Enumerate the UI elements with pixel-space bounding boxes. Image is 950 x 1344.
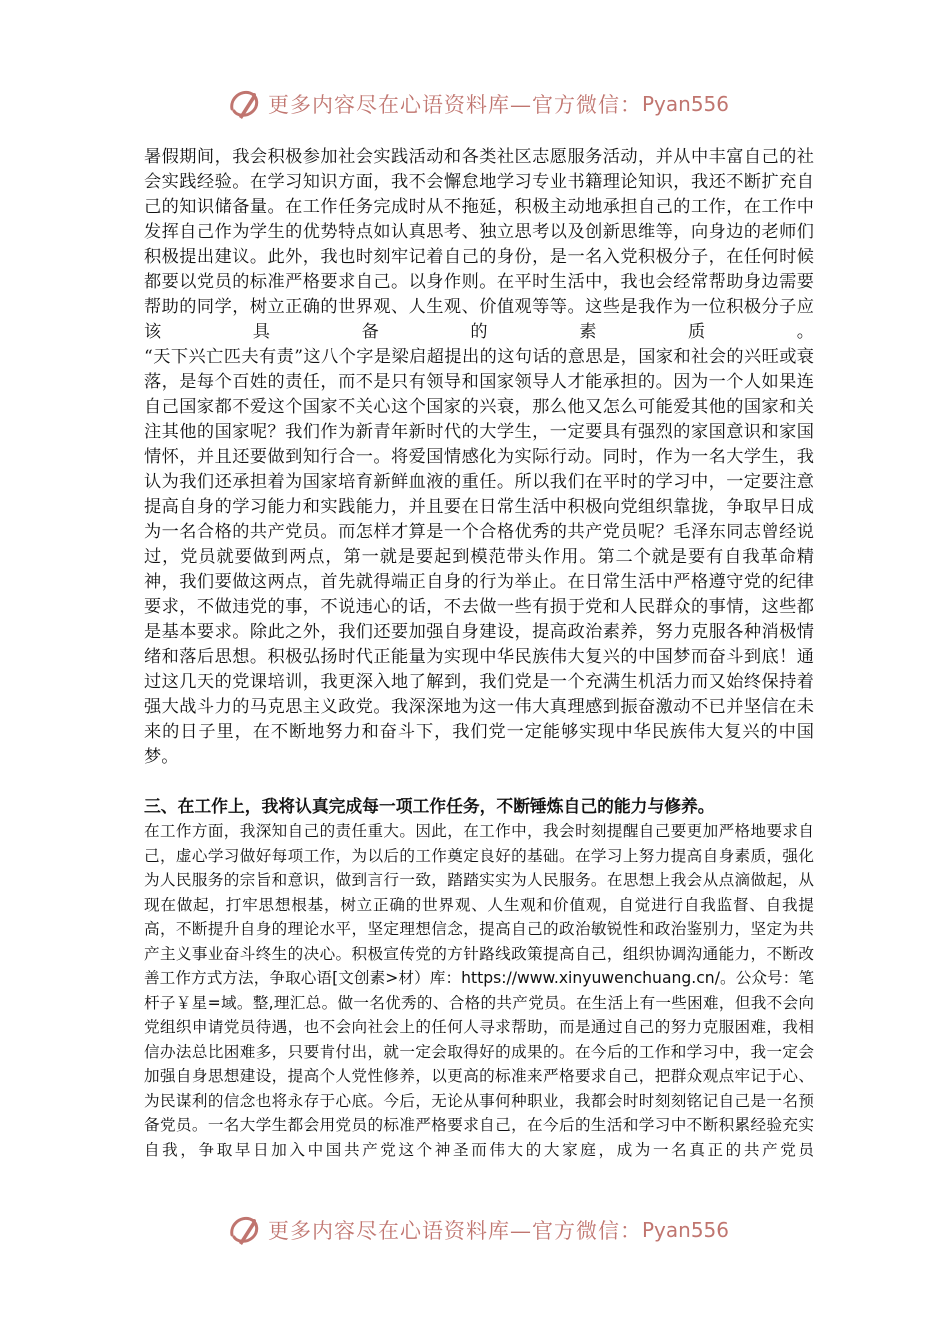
body-text-section2 (144, 145, 814, 770)
header-banner (228, 86, 748, 122)
banner-text: 更多内容尽在心语资料库—官方微信： (268, 1219, 642, 1243)
section-heading-work: 三、在工作上，我将认真完成每一项工作任务，不断锤炼自己的能力与修养。 (144, 796, 715, 816)
footer-banner (228, 1212, 748, 1248)
banner-wechat-id: Pyan556 (642, 1218, 730, 1242)
banner-text: 更多内容尽在心语资料库—官方微信： (268, 93, 642, 117)
paragraph-practice: 暑假期间，我会积极参加社会实践活动和各类社区志愿服务活动，并从中丰富自己的社会实践经验。在学习知识方面，我不会懈怠地学习专业书籍理论知识，我还不断扩充自己的知识储备量。在工作任务完成时从不拖延，积极主动地承担自己的工作，在工作中发挥自己作为学生的优势特点如认真思考、独立思考以及创新思维等，向身边的老师们积极提出建议。此外，我也时刻牢记着自己的身份，是一名入党积极分子，在任何时候都要以党员的标准严格要求自己。以身作则。在平时生活中，我也会经常帮助身边需要帮助的同学，树立正确的世界观、人生观、价值观等等。这些是我作为一位积极分子应该具备的素质。 (144, 147, 814, 342)
pen-swirl-logo-icon (228, 87, 262, 121)
banner-wechat-id: Pyan556 (642, 92, 730, 116)
paragraph-patriotism: “天下兴亡匹夫有责”这八个字是梁启超提出的这句话的意思是，国家和社会的兴旺或衰落，是每个百姓的责任，而不是只有领导和国家领导人才能承担的。因为一个人如果连自己国家都不爱这个国家不关心这个国家的兴衰，那么他又怎么可能爱其他的国家和关注其他的国家呢？我们作为新青年新时代的大学生，一定要具有强烈的家国意识和家国情怀，并且还要做到知行合一。将爱国情感化为实际行动。同时，作为一名大学生，我认为我们还承担着为国家培育新鲜血液的重任。所以我们在平时的学习中，一定要注意提高自身的学习能力和实践能力，并且要在日常生活中积极向党组织靠拢，争取早日成为一名合格的共产党员。而怎样才算是一个合格优秀的共产党员呢？毛泽东同志曾经说过，党员就要做到两点，第一就是要起到模范带头作用。第二个就是要有自我革命精神，我们要做这两点，首先就得端正自身的行为举止。在日常生活中严格遵守党的纪律要求，不做违党的事，不说违心的话，不去做一些有损于党和人民群众的事情，这些都是基本要求。除此之外，我们还要加强自身建设，提高政治素养，努力克服各种消极情绪和落后思想。积极弘扬时代正能量为实现中华民族伟大复兴的中国梦而奋斗到底！通过这几天的党课培训，我更深入地了解到，我们党是一个充满生机活力而又始终保持着强大战斗力的马克思主义政党。我深深地为这一伟大真理感到振奋激动不已并坚信在未来的日子里，在不断地努力和奋斗下，我们党一定能够实现中华民族伟大复兴的中国梦。 (144, 347, 814, 767)
paragraph-work: 在工作方面，我深知自己的责任重大。因此，在工作中，我会时刻提醒自己要更加严格地要求自己，虚心学习做好每项工作，为以后的工作奠定良好的基础。在学习上努力提高自身素质，强化为人民服务的宗旨和意识，做到言行一致，踏踏实实为人民服务。在思想上我会从点滴做起，从现在做起，打牢思想根基，树立正确的世界观、人生观和价值观，自觉进行自我监督、自我提高，不断提升自身的理论水平，坚定理想信念，提高自己的政治敏锐性和政治鉴别力，坚定为共产主义事业奋斗终生的决心。积极宣传党的方针路线政策提高自己，组织协调沟通能力，不断改善工作方式方法，争取心语[文创素>材）库：https://www.xinyuwenchuang.cn/。公众号：笔杆子￥星=域。整,理汇总。做一名优秀的、合格的共产党员。在生活上有一些困难，但我不会向党组织申请党员待遇，也不会向社会上的任何人寻求帮助，而是通过自己的努力克服困难，我相信办法总比困难多，只要肯付出，就一定会取得好的成果的。在今后的工作和学习中，我一定会加强自身思想建设，提高个人党性修养，以更高的标准来严格要求自己，把群众观点牢记于心、为民谋利的信念也将永存于心底。今后，无论从事何种职业，我都会时时刻刻铭记自己是一名预备党员。一名大学生都会用党员的标准严格要求自己，在今后的生活和学习中不断积累经验充实自我，争取早日加入中国共产党这个神圣而伟大的大家庭，成为一名真正的共产党员 (144, 822, 814, 1159)
body-text-section3 (144, 819, 814, 1162)
pen-swirl-logo-icon (228, 1213, 262, 1247)
